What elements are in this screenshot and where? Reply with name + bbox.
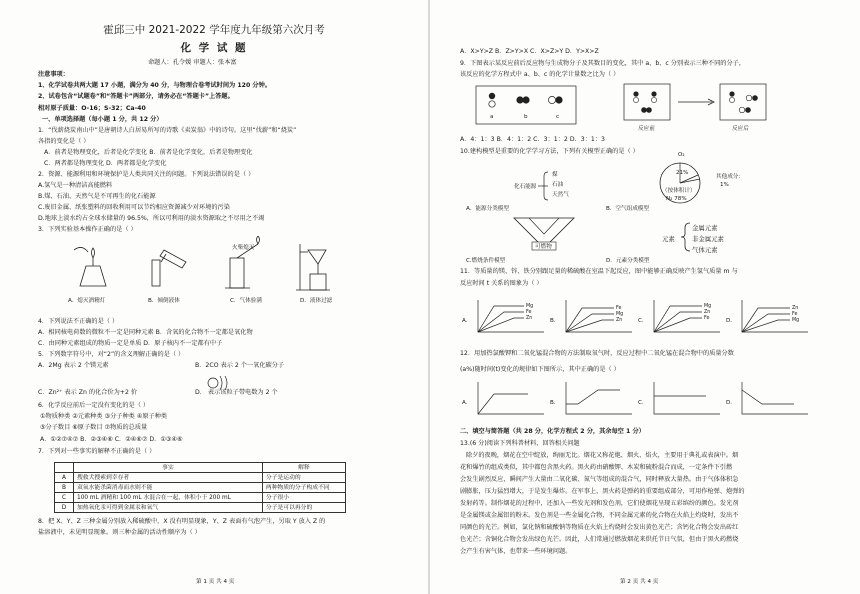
q10-option-b: B．空气组成模型 — [606, 206, 649, 212]
q11-a-series-2: Fe — [526, 310, 532, 315]
exam-page-1 — [0, 0, 428, 594]
exam-page-2 — [430, 0, 860, 594]
q10-option-a: A．能源分类模型 — [466, 206, 509, 212]
q11-option-a: A． — [462, 318, 472, 324]
q6-options: A．①②⑦④⑦ B．②③④⑥ C．②④⑥⑦ D．①③④⑥ — [40, 436, 183, 443]
table-cell: 双氧水能杀菌消毒而水则不能 — [74, 483, 263, 493]
table-cell: 搜救犬搜索到幸存者 — [74, 473, 263, 483]
q10-n2-label: N₂ 78% — [666, 196, 687, 202]
q10-o2-pct: 21% — [676, 170, 689, 176]
page-1-footer: 第 1 页 共 4 页 — [196, 579, 235, 585]
table-cell: 分子是可以再分的 — [262, 503, 345, 513]
q11-d-series-1: Zn — [792, 306, 799, 311]
q3-option-c: C．气体验满 — [230, 298, 262, 304]
q8-line-b: 盐溶液中，未见明显现象。则三种金属的活动性顺序为（ ） — [38, 529, 201, 536]
q9-options: A．4：1：3 B．4：1：2 C．3：1：2 D．3：1：3 — [460, 136, 605, 143]
q13-paragraph-line: 除夕的夜晚，烟花在空中绽放，绚丽无比。烟花又称花炮、烟火、焰火，主要用于典礼或表演中。烟 — [466, 452, 739, 459]
q11-a-series-3: Zn — [526, 316, 533, 321]
notice-1: 1、化学试卷共两大题 17 小题，满分为 40 分，与物理合卷考试时间为 120 分钟。 — [38, 82, 271, 89]
q11-b-series-2: Mg — [616, 312, 624, 317]
q11-option-c: C． — [638, 318, 648, 324]
page-2-footer: 第 2 页 共 4 页 — [620, 579, 659, 585]
q6-items-1: ①物质种类 ②元素种类 ③分子种类 ④原子种类 — [40, 413, 168, 420]
table-cell: A — [55, 473, 74, 483]
q11-c-series-2: Zn — [704, 310, 711, 315]
q10-metal-label: 金属元素 — [692, 224, 718, 232]
section-2-heading: 二、填空与简答题（共 28 分，化学方程式 2 分，其余每空 1 分） — [460, 428, 645, 435]
table-cell: 分子很小 — [262, 493, 345, 503]
q2-option-c: C.废旧金属、纸张塑料的回收利用可以节约相应资源减少对环境的污染 — [38, 204, 230, 211]
q11-b-series-3: Zn — [616, 318, 623, 323]
q5-stem: 5．下列数字符号中，对“2”的含义理解正确的是（ ） — [38, 351, 185, 358]
q4-options-cd: C．由同种元素组成的物质一定是单质 D．原子核内不一定都有中子 — [38, 340, 223, 347]
q6-items-2: ⑤分子数目 ⑥原子数目 ⑦物质的总质量 — [40, 424, 148, 431]
q5-option-a: A．2Mg 表示 2 个镁元素 — [38, 362, 109, 369]
q8-line-a: 8．把 X、Y、Z 三种金属分别放入稀硫酸中，X 没有明显现象，Y、Z 表面有气泡产生，另取 Y 放入 Z 的 — [38, 518, 326, 525]
q3-option-a: A．熄灭酒精灯 — [68, 298, 106, 304]
table-header-row — [55, 463, 346, 473]
table-row — [55, 473, 346, 483]
q12-option-c: C． — [638, 400, 648, 406]
q13-paragraph-line: 花和爆竹的组成类似，其中都包含黑火药。黑火药由硝酸钾、木炭和硫粉混合而成，一定条件下引燃 — [460, 464, 733, 471]
q12-option-d: D． — [726, 400, 736, 406]
q10-other-label: 其他成分： — [716, 174, 744, 180]
q11-line-b: 反应时间 t 关系的图象为（ ） — [460, 280, 543, 287]
table-row — [55, 483, 346, 493]
q6-stem: 6．化学反应前后一定没有变化的是（ ） — [38, 402, 150, 409]
q13-paragraph-line: 色光芒；含铜化合物会发出绿色光芒。因此，人们常通过燃放烟花来烘托节日气氛，但由于黑火药燃烧 — [460, 536, 739, 543]
q10-oil-label: 石油 — [552, 182, 564, 188]
q12-line-b: (a%)随时间(t)变化的规律如下图所示，其中正确的是（ ） — [460, 366, 620, 373]
q4-stem: 4．下列说法不正确的是（ ） — [38, 318, 119, 325]
q1-line-a: 1．“伐薪烧炭南山中”是唐朝诗人白居易所写的诗歌《卖炭翁》中的诗句。这里“伐薪”和“烧炭” — [38, 127, 297, 134]
table-cell: 100 mL 酒精和 100 mL 水混合在一起，体积小于 200 mL — [74, 493, 263, 503]
q13-paragraph-line: 同颜色的光芒。例如，氯化钠和硫酸钠等物质在火焰上灼烧时会发出黄色光芒；含钙化合物会发出砖红 — [460, 524, 739, 531]
q3-option-b: B．倾倒液体 — [148, 298, 180, 304]
q9-label-a: a — [490, 114, 494, 120]
table-header-cell: 解释 — [262, 463, 345, 473]
exam-subject: 化 学 试 题 — [180, 42, 248, 54]
q8-options: A．X>Y>Z B．Z>Y>X C．X>Z>Y D．Y>X>Z — [460, 48, 599, 55]
q4-options-ab: A．相同核电荷数的微粒不一定是同种元素 B．含氧的化合物不一定都是氧化物 — [38, 329, 253, 336]
q5-option-c: C．Zn²⁺ 表示 Zn 的化合价为+2 价 — [38, 389, 138, 396]
q10-fossil-label: 化石能源 — [514, 184, 537, 190]
q11-c-series-3: Fe — [704, 316, 710, 321]
notice-2: 2、试卷包含“试题卷”和“答题卡”两部分，请务必在“答题卡”上答题。 — [38, 93, 234, 100]
exam-title: 霍邱三中 2021-2022 学年度九年级第六次月考 — [103, 24, 325, 36]
q10-stem: 10.建构模型是重要的化学学习方法，下列有关模型正确的是（ ） — [460, 148, 639, 155]
q1-options-ab: A．前者是物理变化，后者是化学变化 B．前者是化学变化，后者是物理变化 — [44, 149, 253, 156]
q10-option-d: D．元素分类模型 — [606, 258, 650, 264]
q10-gas-label: 天然气 — [552, 192, 569, 198]
q3-option-d: D．液体过滤 — [300, 298, 333, 304]
q10-flammable-label: 可燃物 — [535, 244, 552, 250]
q12-option-a: A． — [462, 400, 472, 406]
q10-coal-label: 煤 — [552, 172, 558, 178]
table-row — [55, 503, 346, 513]
table-row — [55, 493, 346, 503]
q10-element-label: 元素 — [662, 235, 675, 243]
table-header-cell — [55, 463, 74, 473]
table-cell: 分子是运动的 — [262, 473, 345, 483]
q13-paragraph-line: 会发生剧烈反应，瞬间产生大量由二氧化碳、氮气等组成的混合气，同时释放大量热。由于气体体积急 — [460, 476, 739, 483]
q3-apparatus-figures — [60, 236, 360, 296]
q11-b-series-1: Fe — [616, 306, 622, 311]
q10-byvolume-label: （按体积计） — [662, 188, 696, 194]
q12-line-a: 12．用加热氯酸钾和二氧化锰混合物的方法制取氧气时，反应过程中二氧化锰在混合物中的质量分数 — [460, 350, 734, 357]
q9-line-b: 该反应的化学方程式中 a、b、c 的化学计量数之比为（ ） — [460, 71, 620, 78]
table-cell: C — [55, 493, 74, 503]
table-cell: 加热氧化汞可得到金属汞和氧气 — [74, 503, 263, 513]
q9-label-b: b — [524, 114, 528, 120]
q11-d-series-3: Mg — [792, 318, 800, 323]
q11-line-a: 11．等质量的镁、锌、铁分别跟足量的稀硫酸在室温下起反应，图中能够正确反映产生氢气质量 m 与 — [460, 268, 738, 275]
q1-options-cd: C．两者都是物理变化 D．两者都是化学变化 — [44, 160, 167, 167]
q13-paragraph-line: 剧膨胀，压力猛烈增大，于是发生爆炸。在军事上，黑火药是弹药的重要组成部分，可用作枪弹、炮弹的 — [460, 488, 745, 495]
atomic-mass: 相对原子质量：O-16；S-32；Ca-40 — [38, 105, 146, 112]
q1-line-b: 各指的变化是（ ） — [38, 138, 90, 145]
q7-facts-table — [54, 462, 346, 513]
q2-option-d: D.地球上淡水约占全球水储量的 96.5%，所以可利用的淡水资源取之不尽用之不竭 — [38, 215, 265, 222]
q13-paragraph-line: 是金属镁或金属铝的粉末。发色剂是一些金属化合物，不同金属元素的化合物在火焰上灼烧时，发出不 — [460, 512, 739, 519]
q11-option-b: B． — [550, 318, 560, 324]
q5-atom-structure-icon — [205, 372, 231, 394]
q9-before-label: 反应前 — [638, 126, 655, 132]
table-cell: B — [55, 483, 74, 493]
q5-option-b: B．2CO 表示 2 个一氧化碳分子 — [195, 362, 285, 369]
section-1-heading: 一、单项选择题（每小题 1 分，共 12 分） — [42, 116, 163, 123]
q11-d-series-2: Fe — [792, 312, 798, 317]
q13-paragraph-line: 发射药等。制作烟花的过程中，还加入一些发光剂和发色剂，它们使烟花呈现五彩缤纷的颜色。发光剂 — [460, 500, 739, 507]
q3-fire-label: 火柴熄灭 — [232, 245, 255, 251]
exam-authors: 命题人：孔令媛 审题人：张本富 — [148, 59, 237, 66]
q5-option-d: D． 表示该粒子带电数为 2 个 — [195, 389, 278, 396]
table-cell: D — [55, 503, 74, 513]
q12-option-b: B． — [550, 400, 560, 406]
q3-stem: 3．下列实验基本操作正确的是（ ） — [38, 226, 137, 233]
q10-other-pct: 1% — [720, 182, 729, 188]
notice-heading: 注意事项： — [38, 71, 69, 78]
table-header-cell: 事实 — [74, 463, 263, 473]
q2-option-b: B.煤、石油、天然气是不可再生的化石能源 — [38, 193, 156, 200]
q10-gas-element-label: 气体元素 — [692, 246, 718, 254]
q9-line-a: 9．下图表示某反应前后反应物与生成物分子及其数目的变化，其中 a、b、c 分别表示三种不同的分子， — [460, 60, 746, 67]
q13-title: 13.(6 分)阅读下列科普材料，回答相关问题 — [460, 440, 580, 447]
q11-option-d: D． — [726, 318, 736, 324]
q2-stem: 2．资源、能源利用和环境保护是人类共同关注的问题。下列说法错误的是（ ） — [38, 171, 255, 178]
q11-a-series-1: Mg — [526, 304, 534, 309]
q7-stem: 7．下列对一些事实的解释不正确的是（ ） — [38, 448, 156, 455]
q10-nonmetal-label: 非金属元素 — [692, 235, 724, 243]
q9-label-c: c — [556, 114, 560, 120]
q9-after-label: 反应后 — [732, 126, 749, 132]
q10-o2-label: O₂ — [678, 152, 685, 158]
q13-paragraph-line: 会产生有害气体，也带来一些环境问题。 — [460, 548, 572, 555]
q2-option-a: A.氢气是一种清洁高能燃料 — [38, 182, 113, 189]
q12-graphs — [474, 380, 844, 420]
table-cell: 两种物质的分子构成不同 — [262, 483, 345, 493]
q11-c-series-1: Mg — [704, 304, 712, 309]
q10-option-c: C.燃烧条件模型 — [466, 258, 506, 264]
